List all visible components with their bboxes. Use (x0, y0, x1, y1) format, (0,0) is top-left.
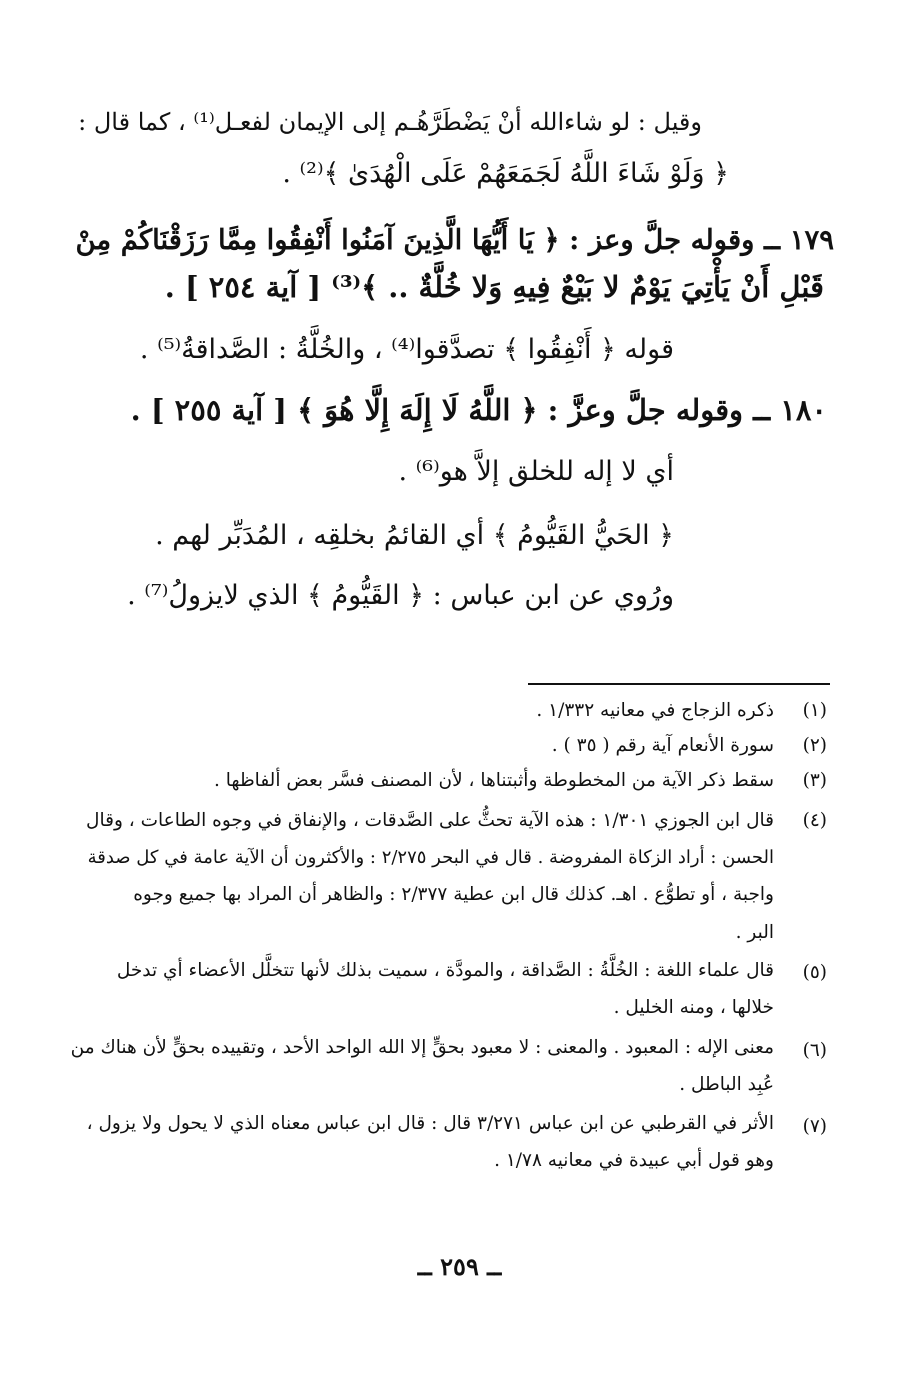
footnote-number: (٤) (802, 810, 827, 831)
main-line-9: ورُوي عن ابن عباس : ﴿ القَيُّومُ ﴾ الذي لايزولُ⁽⁷⁾ . (127, 580, 674, 611)
main-line-3: ١٧٩ ــ وقوله جلَّ وعز : ﴿ يَا أَيُّهَا الَّذِينَ آمَنُوا أَنْفِقُوا مِمَّا رَزَقْنَاكُمْ مِنْ (75, 224, 834, 256)
footnote-text: سورة الأنعام آية رقم ( ٣٥ ) . (551, 735, 774, 756)
footnote-number: (١) (802, 700, 827, 721)
main-line-8: ﴿ الحَيُّ القَيُّومُ ﴾ أي القائمُ بخلقِه ، المُدَبِّر لهم . (155, 520, 674, 551)
footnote-number: (٧) (802, 1116, 827, 1137)
main-line-1: وقيل : لو شاءالله أنْ يَضْطَرَّهُـم إلى الإيمان لفعـل⁽¹⁾ ، كما قال : (78, 108, 702, 136)
footnote-number: (٣) (802, 770, 827, 791)
footnote-text: معنى الإله : المعبود . والمعنى : لا معبود بحقٍّ إلا الله الواحد الأحد ، وتقييده بحقٍّ لأن هناك من (70, 1037, 774, 1058)
footnote-number: (٦) (802, 1040, 827, 1061)
main-line-6: ١٨٠ ــ وقوله جلَّ وعزَّ : ﴿ اللَّهُ لَا إِلَهَ إِلَّا هُوَ ﴾ [ آية ٢٥٥ ] . (130, 393, 827, 427)
page-number: ــ ٢٥٩ ــ (417, 1252, 502, 1281)
footnote-text: سقط ذكر الآية من المخطوطة وأثبتناها ، لأن المصنف فسَّر بعض ألفاظها . (214, 770, 774, 791)
footnote-text: وهو قول أبي عبيدة في معانيه ١/٧٨ . (494, 1150, 774, 1171)
footnote-number: (٥) (802, 962, 827, 983)
footnote-text: الحسن : أراد الزكاة المفروضة . قال في البحر ٢/٢٧٥ : والأكثرون أن الآية عامة في كل صدقة (87, 847, 774, 868)
footnote-text: عُبِد الباطل . (679, 1074, 774, 1095)
main-line-5: قوله ﴿ أَنْفِقُوا ﴾ تصدَّقوا⁽⁴⁾ ، والخُلَّةُ : الصَّداقةُ⁽⁵⁾ . (139, 334, 674, 365)
footnote-text: الأثر في القرطبي عن ابن عباس ٣/٢٧١ قال : قال ابن عباس معناه الذي لا يحول ولا يزول ، (86, 1113, 774, 1134)
footnote-text: قال ابن الجوزي ١/٣٠١ : هذه الآية تحثُّ على الصَّدقات ، والإنفاق في وجوه الطاعات ، وقال (86, 810, 774, 831)
footnote-number: (٢) (802, 735, 827, 756)
footnote-text: ذكره الزجاج في معانيه ١/٣٣٢ . (536, 700, 774, 721)
footnote-text: قال علماء اللغة : الخُلَّةُ : الصَّداقة ، والمودَّة ، سميت بذلك لأنها تتخلَّل الأعضاء أي تدخل (116, 960, 774, 981)
main-line-4: قَبْلِ أَنْ يَأْتِيَ يَوْمٌ لا بَيْعٌ فِيهِ وَلا خُلَّةٌ .. ﴾⁽³⁾ [ آية ٢٥٤ ] . (164, 270, 824, 304)
footnote-text: واجبة ، أو تطوُّع . اهـ. كذلك قال ابن عطية ٢/٣٧٧ : والظاهر أن المراد بها جميع وجوه (133, 884, 774, 905)
footnote-text: خلالها ، ومنه الخليل . (613, 997, 774, 1018)
main-line-7: أي لا إله للخلق إلاَّ هو⁽⁶⁾ . (398, 456, 674, 487)
footnote-separator (528, 683, 830, 685)
main-line-2: ﴿ وَلَوْ شَاءَ اللَّهُ لَجَمَعَهُمْ عَلَى الْهُدَىٰ ﴾⁽²⁾ . (282, 158, 729, 189)
footnote-text: البر . (735, 922, 774, 943)
